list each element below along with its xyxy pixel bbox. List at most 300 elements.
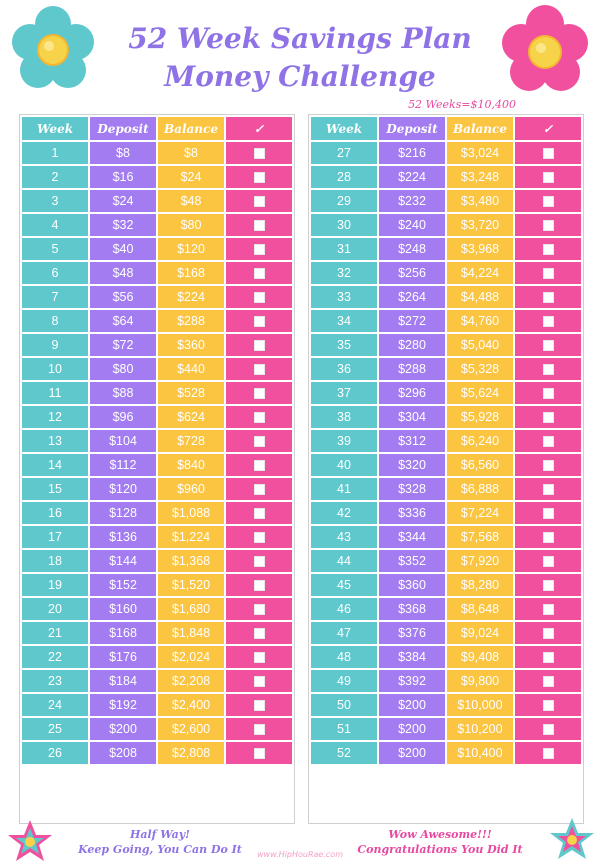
week-cell: 14 <box>22 454 88 476</box>
deposit-cell: $376 <box>379 622 445 644</box>
check-cell <box>515 430 581 452</box>
balance-cell: $624 <box>158 406 224 428</box>
balance-cell: $1,088 <box>158 502 224 524</box>
check-cell <box>515 694 581 716</box>
table-row <box>311 574 581 596</box>
checkbox-icon[interactable] <box>543 700 554 711</box>
balance-cell: $6,560 <box>447 454 513 476</box>
deposit-cell: $184 <box>90 670 156 692</box>
check-cell <box>226 598 292 620</box>
balance-cell: $8 <box>158 142 224 164</box>
balance-cell: $168 <box>158 262 224 284</box>
checkbox-icon[interactable] <box>254 340 265 351</box>
week-cell: 11 <box>22 382 88 404</box>
balance-cell: $2,400 <box>158 694 224 716</box>
checkbox-icon[interactable] <box>254 364 265 375</box>
week-cell: 32 <box>311 262 377 284</box>
check-cell <box>515 166 581 188</box>
checkbox-icon[interactable] <box>254 628 265 639</box>
deposit-cell: $136 <box>90 526 156 548</box>
table-row <box>311 598 581 620</box>
week-cell: 17 <box>22 526 88 548</box>
balance-cell: $7,920 <box>447 550 513 572</box>
checkbox-icon[interactable] <box>543 724 554 735</box>
checkbox-icon[interactable] <box>254 604 265 615</box>
check-cell <box>226 406 292 428</box>
table-row <box>311 334 581 356</box>
balance-cell: $3,720 <box>447 214 513 236</box>
checkbox-icon[interactable] <box>254 316 265 327</box>
table-row <box>311 430 581 452</box>
check-cell <box>515 622 581 644</box>
check-cell <box>226 430 292 452</box>
table-row <box>22 454 292 476</box>
check-cell <box>515 478 581 500</box>
checkbox-icon[interactable] <box>543 196 554 207</box>
week-cell: 41 <box>311 478 377 500</box>
deposit-cell: $200 <box>379 718 445 740</box>
check-cell <box>515 358 581 380</box>
week-cell: 46 <box>311 598 377 620</box>
checkbox-icon[interactable] <box>543 412 554 423</box>
deposit-cell: $168 <box>90 622 156 644</box>
balance-cell: $2,808 <box>158 742 224 764</box>
week-cell: 19 <box>22 574 88 596</box>
check-cell <box>226 718 292 740</box>
deposit-cell: $200 <box>379 694 445 716</box>
checkbox-icon[interactable] <box>254 268 265 279</box>
check-cell <box>515 646 581 668</box>
check-cell <box>515 214 581 236</box>
deposit-cell: $368 <box>379 598 445 620</box>
deposit-cell: $120 <box>90 478 156 500</box>
week-cell: 8 <box>22 310 88 332</box>
week-cell: 24 <box>22 694 88 716</box>
table-row <box>22 742 292 764</box>
checkbox-icon[interactable] <box>543 340 554 351</box>
footer-halfway-line1: Half Way! <box>129 828 190 841</box>
checkbox-icon[interactable] <box>254 388 265 399</box>
check-cell <box>226 286 292 308</box>
check-cell <box>515 550 581 572</box>
table-row <box>311 550 581 572</box>
checkbox-icon[interactable] <box>543 604 554 615</box>
week-cell: 27 <box>311 142 377 164</box>
week-cell: 39 <box>311 430 377 452</box>
deposit-cell: $88 <box>90 382 156 404</box>
balance-cell: $840 <box>158 454 224 476</box>
checkbox-icon[interactable] <box>254 196 265 207</box>
checkbox-icon[interactable] <box>254 244 265 255</box>
balance-cell: $2,024 <box>158 646 224 668</box>
week-cell: 6 <box>22 262 88 284</box>
deposit-cell: $280 <box>379 334 445 356</box>
check-cell <box>226 742 292 764</box>
week-cell: 22 <box>22 646 88 668</box>
check-cell <box>226 574 292 596</box>
week-cell: 12 <box>22 406 88 428</box>
check-cell <box>515 334 581 356</box>
checkbox-icon[interactable] <box>254 724 265 735</box>
check-cell <box>226 622 292 644</box>
balance-cell: $2,600 <box>158 718 224 740</box>
balance-cell: $360 <box>158 334 224 356</box>
balance-cell: $528 <box>158 382 224 404</box>
week-cell: 44 <box>311 550 377 572</box>
check-cell <box>226 358 292 380</box>
week-cell: 1 <box>22 142 88 164</box>
week-cell: 31 <box>311 238 377 260</box>
week-cell: 42 <box>311 502 377 524</box>
balance-cell: $7,568 <box>447 526 513 548</box>
table-row <box>22 334 292 356</box>
deposit-cell: $384 <box>379 646 445 668</box>
table-row <box>22 166 292 188</box>
deposit-cell: $360 <box>379 574 445 596</box>
deposit-cell: $320 <box>379 454 445 476</box>
week-cell: 10 <box>22 358 88 380</box>
check-cell <box>226 262 292 284</box>
check-cell <box>226 190 292 212</box>
table-row <box>22 670 292 692</box>
checkbox-icon[interactable] <box>543 556 554 567</box>
balance-cell: $80 <box>158 214 224 236</box>
star-icon-right <box>548 816 596 862</box>
check-cell <box>515 286 581 308</box>
week-cell: 47 <box>311 622 377 644</box>
checkbox-icon[interactable] <box>543 676 554 687</box>
check-cell <box>226 670 292 692</box>
table-row <box>22 502 292 524</box>
deposit-cell: $80 <box>90 358 156 380</box>
deposit-cell: $96 <box>90 406 156 428</box>
checkbox-icon[interactable] <box>254 700 265 711</box>
week-cell: 30 <box>311 214 377 236</box>
footer-congrats-line2: Congratulations You Did It <box>357 843 523 856</box>
checkbox-icon[interactable] <box>543 436 554 447</box>
table-row <box>311 286 581 308</box>
week-cell: 33 <box>311 286 377 308</box>
week-cell: 50 <box>311 694 377 716</box>
balance-cell: $288 <box>158 310 224 332</box>
week-cell: 3 <box>22 190 88 212</box>
table-row <box>22 238 292 260</box>
week-cell: 34 <box>311 310 377 332</box>
week-cell: 40 <box>311 454 377 476</box>
check-cell <box>226 142 292 164</box>
week-cell: 13 <box>22 430 88 452</box>
check-cell <box>515 670 581 692</box>
table-row <box>311 502 581 524</box>
week-cell: 2 <box>22 166 88 188</box>
balance-cell: $10,000 <box>447 694 513 716</box>
balance-cell: $2,208 <box>158 670 224 692</box>
check-cell <box>515 406 581 428</box>
checkbox-icon[interactable] <box>254 484 265 495</box>
page-title-line2: Money Challenge <box>164 60 436 93</box>
balance-cell: $5,928 <box>447 406 513 428</box>
week-cell: 38 <box>311 406 377 428</box>
balance-cell: $3,968 <box>447 238 513 260</box>
balance-cell: $4,224 <box>447 262 513 284</box>
balance-cell: $7,224 <box>447 502 513 524</box>
week-cell: 35 <box>311 334 377 356</box>
deposit-cell: $296 <box>379 382 445 404</box>
balance-cell: $1,224 <box>158 526 224 548</box>
check-cell <box>515 718 581 740</box>
star-icon-left <box>6 818 54 864</box>
balance-cell: $8,648 <box>447 598 513 620</box>
table-row <box>311 406 581 428</box>
week-cell: 23 <box>22 670 88 692</box>
table-row <box>22 598 292 620</box>
week-cell: 15 <box>22 478 88 500</box>
check-cell <box>226 646 292 668</box>
savings-table-right <box>308 114 584 824</box>
deposit-cell: $240 <box>379 214 445 236</box>
balance-cell: $440 <box>158 358 224 380</box>
balance-cell: $1,680 <box>158 598 224 620</box>
checkbox-icon[interactable] <box>543 268 554 279</box>
table-row <box>22 142 292 164</box>
table-row <box>311 358 581 380</box>
balance-cell: $5,328 <box>447 358 513 380</box>
footer-halfway-line2: Keep Going, You Can Do It <box>78 843 242 856</box>
deposit-cell: $24 <box>90 190 156 212</box>
checkbox-icon[interactable] <box>543 652 554 663</box>
balance-cell: $1,368 <box>158 550 224 572</box>
checkbox-icon[interactable] <box>543 532 554 543</box>
check-cell <box>515 238 581 260</box>
checkbox-icon[interactable] <box>254 580 265 591</box>
balance-cell: $10,200 <box>447 718 513 740</box>
table-row <box>311 238 581 260</box>
week-cell: 26 <box>22 742 88 764</box>
balance-cell: $1,848 <box>158 622 224 644</box>
table-row <box>22 646 292 668</box>
header-check: ✓ <box>226 117 292 140</box>
checkbox-icon[interactable] <box>543 148 554 159</box>
check-cell <box>226 694 292 716</box>
deposit-cell: $8 <box>90 142 156 164</box>
table-row <box>22 262 292 284</box>
table-row <box>22 406 292 428</box>
deposit-cell: $208 <box>90 742 156 764</box>
header-week: Week <box>22 117 88 140</box>
table-row <box>311 166 581 188</box>
week-cell: 4 <box>22 214 88 236</box>
deposit-cell: $352 <box>379 550 445 572</box>
deposit-cell: $56 <box>90 286 156 308</box>
checkbox-icon[interactable] <box>254 508 265 519</box>
table-row <box>311 214 581 236</box>
table-row <box>311 526 581 548</box>
deposit-cell: $40 <box>90 238 156 260</box>
checkbox-icon[interactable] <box>254 556 265 567</box>
header-deposit: Deposit <box>379 117 445 140</box>
deposit-cell: $256 <box>379 262 445 284</box>
week-cell: 52 <box>311 742 377 764</box>
balance-cell: $6,240 <box>447 430 513 452</box>
deposit-cell: $16 <box>90 166 156 188</box>
table-row <box>22 190 292 212</box>
week-cell: 37 <box>311 382 377 404</box>
checkbox-icon[interactable] <box>254 436 265 447</box>
week-cell: 45 <box>311 574 377 596</box>
deposit-cell: $152 <box>90 574 156 596</box>
deposit-cell: $112 <box>90 454 156 476</box>
table-row <box>311 454 581 476</box>
checkbox-icon[interactable] <box>543 220 554 231</box>
balance-cell: $5,624 <box>447 382 513 404</box>
check-cell <box>515 262 581 284</box>
week-cell: 16 <box>22 502 88 524</box>
balance-cell: $48 <box>158 190 224 212</box>
table-row <box>22 550 292 572</box>
check-cell <box>515 310 581 332</box>
footer-congrats-line1: Wow Awesome!!! <box>388 828 492 841</box>
check-cell <box>226 238 292 260</box>
deposit-cell: $344 <box>379 526 445 548</box>
week-cell: 5 <box>22 238 88 260</box>
week-cell: 51 <box>311 718 377 740</box>
checkbox-icon[interactable] <box>543 388 554 399</box>
table-row <box>311 694 581 716</box>
check-cell <box>515 742 581 764</box>
balance-cell: $8,280 <box>447 574 513 596</box>
checkbox-icon[interactable] <box>543 484 554 495</box>
checkbox-icon[interactable] <box>254 460 265 471</box>
balance-cell: $9,408 <box>447 646 513 668</box>
check-cell <box>515 454 581 476</box>
checkbox-icon[interactable] <box>543 748 554 759</box>
table-row <box>22 430 292 452</box>
week-cell: 7 <box>22 286 88 308</box>
checkbox-icon[interactable] <box>254 172 265 183</box>
check-cell <box>515 502 581 524</box>
deposit-cell: $104 <box>90 430 156 452</box>
header-check: ✓ <box>515 117 581 140</box>
deposit-cell: $200 <box>90 718 156 740</box>
checkbox-icon[interactable] <box>254 748 265 759</box>
deposit-cell: $48 <box>90 262 156 284</box>
deposit-cell: $128 <box>90 502 156 524</box>
week-cell: 25 <box>22 718 88 740</box>
balance-cell: $4,488 <box>447 286 513 308</box>
checkbox-icon[interactable] <box>254 652 265 663</box>
checkbox-icon[interactable] <box>543 292 554 303</box>
table-row <box>22 478 292 500</box>
checkbox-icon[interactable] <box>254 532 265 543</box>
table-row <box>311 742 581 764</box>
savings-table-left <box>19 114 295 824</box>
check-cell <box>515 526 581 548</box>
balance-cell: $5,040 <box>447 334 513 356</box>
deposit-cell: $232 <box>379 190 445 212</box>
checkbox-icon[interactable] <box>543 580 554 591</box>
check-cell <box>515 190 581 212</box>
deposit-cell: $160 <box>90 598 156 620</box>
table-row <box>311 310 581 332</box>
table-row <box>22 694 292 716</box>
checkbox-icon[interactable] <box>254 148 265 159</box>
deposit-cell: $224 <box>379 166 445 188</box>
table-row <box>22 574 292 596</box>
checkbox-icon[interactable] <box>543 172 554 183</box>
page-title: 52 Week Savings Plan <box>128 22 472 55</box>
deposit-cell: $304 <box>379 406 445 428</box>
balance-cell: $10,400 <box>447 742 513 764</box>
balance-cell: $960 <box>158 478 224 500</box>
week-cell: 28 <box>311 166 377 188</box>
checkbox-icon[interactable] <box>543 244 554 255</box>
checkbox-icon[interactable] <box>254 220 265 231</box>
table-row <box>22 310 292 332</box>
footer-halfway <box>60 827 260 857</box>
deposit-cell: $328 <box>379 478 445 500</box>
check-cell <box>226 526 292 548</box>
week-cell: 36 <box>311 358 377 380</box>
checkbox-icon[interactable] <box>543 628 554 639</box>
total-subtitle: 52 Weeks=$10,400 <box>408 98 516 111</box>
check-cell <box>226 214 292 236</box>
deposit-cell: $336 <box>379 502 445 524</box>
week-cell: 21 <box>22 622 88 644</box>
balance-cell: $4,760 <box>447 310 513 332</box>
checkbox-icon[interactable] <box>254 412 265 423</box>
footer-congrats <box>330 827 550 857</box>
balance-cell: $24 <box>158 166 224 188</box>
check-cell <box>515 142 581 164</box>
check-cell <box>515 574 581 596</box>
table-row <box>311 478 581 500</box>
table-row <box>22 214 292 236</box>
balance-cell: $1,520 <box>158 574 224 596</box>
week-cell: 20 <box>22 598 88 620</box>
deposit-cell: $72 <box>90 334 156 356</box>
balance-cell: $9,024 <box>447 622 513 644</box>
checkbox-icon[interactable] <box>543 508 554 519</box>
table-row <box>22 622 292 644</box>
checkbox-icon[interactable] <box>254 292 265 303</box>
deposit-cell: $392 <box>379 670 445 692</box>
header-week: Week <box>311 117 377 140</box>
deposit-cell: $288 <box>379 358 445 380</box>
checkbox-icon[interactable] <box>543 460 554 471</box>
check-cell <box>515 598 581 620</box>
table-row <box>22 286 292 308</box>
deposit-cell: $272 <box>379 310 445 332</box>
deposit-cell: $248 <box>379 238 445 260</box>
balance-cell: $9,800 <box>447 670 513 692</box>
week-cell: 49 <box>311 670 377 692</box>
check-cell <box>226 334 292 356</box>
header-balance: Balance <box>447 117 513 140</box>
balance-cell: $728 <box>158 430 224 452</box>
deposit-cell: $264 <box>379 286 445 308</box>
week-cell: 43 <box>311 526 377 548</box>
checkbox-icon[interactable] <box>254 676 265 687</box>
check-cell <box>226 454 292 476</box>
balance-cell: $3,480 <box>447 190 513 212</box>
check-cell <box>226 550 292 572</box>
table-row <box>311 622 581 644</box>
table-row <box>22 718 292 740</box>
check-cell <box>515 382 581 404</box>
checkbox-icon[interactable] <box>543 316 554 327</box>
checkbox-icon[interactable] <box>543 364 554 375</box>
header-deposit: Deposit <box>90 117 156 140</box>
